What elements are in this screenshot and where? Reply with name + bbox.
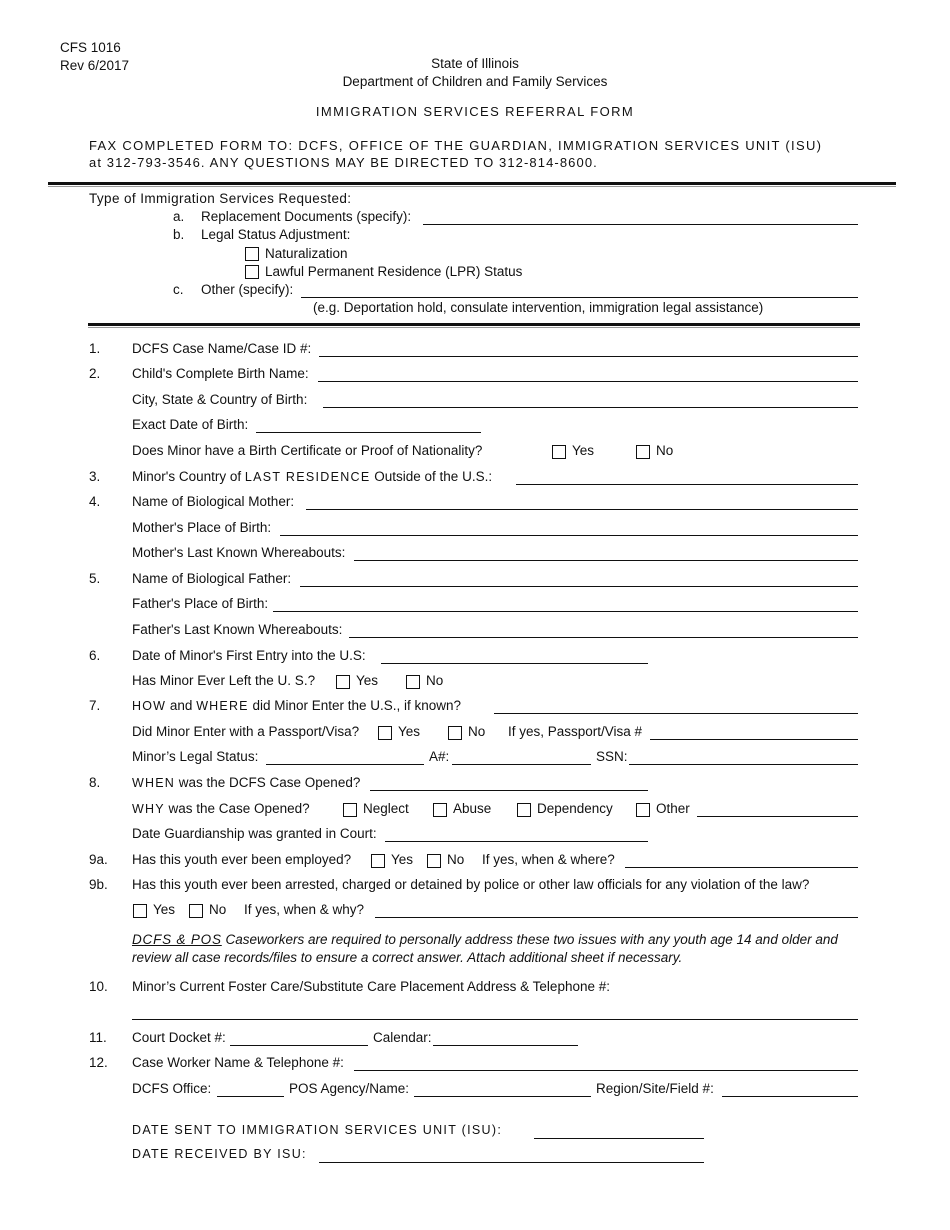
birth-certificate-no-checkbox[interactable] [636,445,650,459]
case-worker-label: Case Worker Name & Telephone #: [132,1055,344,1070]
case-id-field[interactable] [319,356,858,357]
mother-birthplace-label: Mother's Place of Birth: [132,520,272,535]
father-birthplace-field[interactable] [273,611,858,612]
naturalization-checkbox[interactable] [245,247,259,261]
form-title: IMMIGRATION SERVICES REFERRAL FORM [315,104,635,119]
services-divider-shadow [88,327,860,328]
mother-whereabouts-label: Mother's Last Known Whereabouts: [132,545,346,560]
fax-instructions-line2: at 312-793-3546. ANY QUESTIONS MAY BE DIRECTED TO 312-814-8600. [89,155,598,170]
passport-question: Did Minor Enter with a Passport/Visa? [132,724,360,739]
department-name: Department of Children and Family Services [342,74,608,89]
passport-yes-label: Yes [398,724,421,739]
passport-number-field[interactable] [650,739,858,740]
left-us-yes-label: Yes [356,673,379,688]
how-where-entered-label: HOW and WHERE did Minor Enter the U.S., if known? [132,698,462,713]
services-heading: Type of Immigration Services Requested: [89,191,352,206]
passport-yes-checkbox[interactable] [378,726,392,740]
arrested-yes-label: Yes [153,902,176,917]
father-whereabouts-label: Father's Last Known Whereabouts: [132,622,343,637]
other-services-examples: (e.g. Deportation hold, consulate intervention, immigration legal assistance) [313,300,764,315]
placement-address-label: Minor’s Current Foster Care/Substitute Care Placement Address & Telephone #: [132,979,610,994]
a-number-label: A#: [429,749,450,764]
first-entry-field[interactable] [381,663,648,664]
employed-details-field[interactable] [625,867,858,868]
arrested-no-label: No [209,902,227,917]
q4-number: 4. [89,494,101,509]
region-site-field[interactable] [722,1096,858,1097]
left-us-question: Has Minor Ever Left the U. S.? [132,673,316,688]
placement-address-field[interactable] [132,1019,858,1020]
other-reason-field[interactable] [697,816,858,817]
last-residence-label: Minor's Country of LAST RESIDENCE Outside of the U.S.: [132,469,493,484]
case-opened-why-label: WHY was the Case Opened? [132,801,310,816]
dependency-checkbox[interactable] [517,803,531,817]
legal-status-adjustment-label: Legal Status Adjustment: [201,227,351,242]
date-sent-label: DATE SENT TO IMMIGRATION SERVICES UNIT (ISU): [132,1123,503,1137]
replacement-documents-field[interactable] [423,224,858,225]
q6-number: 6. [89,648,101,663]
services-a-letter: a. [173,209,185,224]
employed-yes-checkbox[interactable] [371,854,385,868]
date-of-birth-field[interactable] [256,432,481,433]
passport-number-label: If yes, Passport/Visa # [508,724,643,739]
header-divider-shadow [48,186,896,187]
employed-no-label: No [447,852,465,867]
birth-name-label: Child's Complete Birth Name: [132,366,309,381]
arrested-details-field[interactable] [375,917,858,918]
date-sent-field[interactable] [534,1138,704,1139]
last-residence-field[interactable] [516,484,858,485]
q5-number: 5. [89,571,101,586]
employed-yes-label: Yes [391,852,414,867]
employed-no-checkbox[interactable] [427,854,441,868]
other-services-label: Other (specify): [201,282,294,297]
case-worker-field[interactable] [354,1070,858,1071]
ssn-label: SSN: [596,749,628,764]
mother-name-field[interactable] [306,509,858,510]
employed-details-label: If yes, when & where? [482,852,615,867]
birth-certificate-yes-label: Yes [572,443,595,458]
caseworker-note-line1: DCFS & POS Caseworkers are required to personally address these two issues with any youth age 14 and older and [132,932,838,947]
calendar-label: Calendar: [373,1030,432,1045]
passport-no-checkbox[interactable] [448,726,462,740]
services-divider [88,323,860,326]
dependency-label: Dependency [537,801,613,816]
a-number-field[interactable] [452,764,591,765]
q1-number: 1. [89,341,101,356]
neglect-label: Neglect [363,801,409,816]
birth-certificate-no-label: No [656,443,674,458]
q10-number: 10. [89,979,108,994]
neglect-checkbox[interactable] [343,803,357,817]
mother-whereabouts-field[interactable] [354,560,858,561]
left-us-no-checkbox[interactable] [406,675,420,689]
arrested-yes-checkbox[interactable] [133,904,147,918]
q9b-number: 9b. [89,877,108,892]
dcfs-office-field[interactable] [217,1096,284,1097]
q11-number: 11. [89,1030,107,1045]
employed-question: Has this youth ever been employed? [132,852,352,867]
case-id-label: DCFS Case Name/Case ID #: [132,341,312,356]
form-number: CFS 1016 [60,40,121,55]
birth-name-field[interactable] [318,381,858,382]
legal-status-field[interactable] [266,764,424,765]
header-divider [48,182,896,185]
case-opened-when-label: WHEN was the DCFS Case Opened? [132,775,361,790]
birth-certificate-yes-checkbox[interactable] [552,445,566,459]
pos-agency-field[interactable] [414,1096,591,1097]
services-c-letter: c. [173,282,184,297]
fax-instructions-line1: FAX COMPLETED FORM TO: DCFS, OFFICE OF THE GUARDIAN, IMMIGRATION SERVICES UNIT (ISU) [89,138,823,153]
guardianship-date-label: Date Guardianship was granted in Court: [132,826,377,841]
mother-birthplace-field[interactable] [280,535,858,536]
lpr-status-checkbox[interactable] [245,265,259,279]
how-where-entered-field[interactable] [494,713,858,714]
legal-status-label: Minor’s Legal Status: [132,749,259,764]
date-received-label: DATE RECEIVED BY ISU: [132,1147,307,1161]
q12-number: 12. [89,1055,108,1070]
first-entry-label: Date of Minor's First Entry into the U.S: [132,648,366,663]
q2-number: 2. [89,366,101,381]
date-of-birth-label: Exact Date of Birth: [132,417,249,432]
arrested-question: Has this youth ever been arrested, charged or detained by police or other law officials for any violation of the law? [132,877,810,892]
court-docket-field[interactable] [230,1045,368,1046]
abuse-checkbox[interactable] [433,803,447,817]
father-whereabouts-field[interactable] [349,637,858,638]
mother-name-label: Name of Biological Mother: [132,494,295,509]
left-us-yes-checkbox[interactable] [336,675,350,689]
other-reason-label: Other [656,801,690,816]
services-b-letter: b. [173,227,185,242]
q3-number: 3. [89,469,101,484]
replacement-documents-label: Replacement Documents (specify): [201,209,412,224]
date-received-field[interactable] [319,1162,704,1163]
father-birthplace-label: Father's Place of Birth: [132,596,269,611]
birth-place-field[interactable] [323,407,858,408]
guardianship-date-field[interactable] [385,841,648,842]
caseworker-note-emphasis: DCFS & POS [132,932,222,947]
region-site-label: Region/Site/Field #: [596,1081,714,1096]
q8-number: 8. [89,775,101,790]
court-docket-label: Court Docket #: [132,1030,226,1045]
father-name-label: Name of Biological Father: [132,571,292,586]
lpr-status-label: Lawful Permanent Residence (LPR) Status [265,264,523,279]
pos-agency-label: POS Agency/Name: [289,1081,410,1096]
left-us-no-label: No [426,673,444,688]
ssn-field[interactable] [629,764,858,765]
calendar-field[interactable] [433,1045,578,1046]
naturalization-label: Naturalization [265,246,348,261]
case-opened-when-field[interactable] [370,790,648,791]
birth-certificate-question: Does Minor have a Birth Certificate or Proof of Nationality? [132,443,483,458]
q7-number: 7. [89,698,101,713]
father-name-field[interactable] [300,586,858,587]
dcfs-office-label: DCFS Office: [132,1081,212,1096]
state-name: State of Illinois [431,56,519,71]
arrested-details-label: If yes, when & why? [244,902,365,917]
abuse-label: Abuse [453,801,492,816]
caseworker-note-line2: review all case records/files to ensure a correct answer. Attach additional sheet if necessary. [132,950,683,965]
other-reason-checkbox[interactable] [636,803,650,817]
other-services-field[interactable] [301,297,858,298]
q9a-number: 9a. [89,852,108,867]
revision-date: Rev 6/2017 [60,58,130,73]
arrested-no-checkbox[interactable] [189,904,203,918]
birth-place-label: City, State & Country of Birth: [132,392,308,407]
passport-no-label: No [468,724,486,739]
